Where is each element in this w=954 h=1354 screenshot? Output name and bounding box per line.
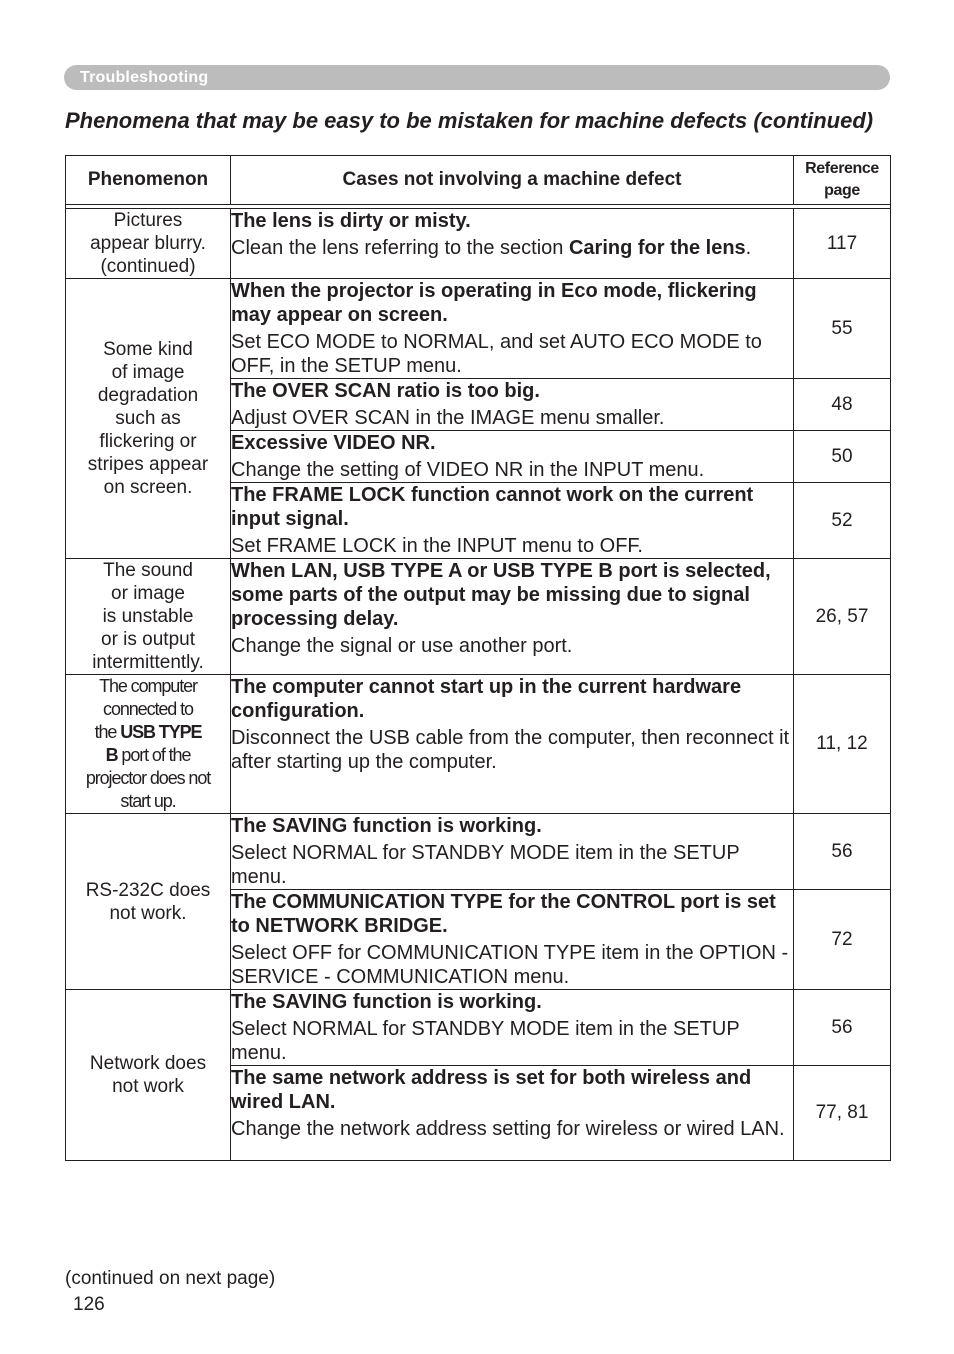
table-row [66,279,891,379]
case-cell [231,431,794,483]
case-remedy: Adjust OVER SCAN in the IMAGE menu smaller. [231,407,665,429]
phenomenon-cell [66,279,231,559]
phenomenon-line: stripes appear [87,454,209,475]
reference-page: 52 [794,483,891,559]
case-remedy: Set FRAME LOCK in the INPUT menu to OFF. [231,535,643,557]
phenomenon-line: appear blurry. [90,233,206,254]
remedy-link-text: Caring for the lens [568,237,746,259]
phenomenon-emphasis: B [105,745,118,765]
table-row [66,209,891,279]
phenomenon-line: RS-232C does [85,879,211,901]
reference-page: 77, 81 [794,1066,891,1161]
header-reference [794,156,891,205]
phenomenon-line: such as [115,408,181,429]
case-remedy [231,236,793,260]
case-cause: The same network address is set for both wireless and wired LAN. [231,1067,752,1113]
case-cause: The SAVING function is working. [231,815,542,837]
table-row [66,559,891,675]
case-cell [231,675,794,814]
reference-page: 117 [794,209,891,279]
case-remedy: Disconnect the USB cable from the computer, then reconnect it after starting up the computer. [231,727,790,773]
case-remedy: Select OFF for COMMUNICATION TYPE item in the OPTION - SERVICE - COMMUNICATION menu. [231,942,789,988]
reference-page: 55 [794,279,891,379]
reference-page: 11, 12 [794,675,891,814]
phenomenon-line: Pictures [113,210,183,231]
table-row [66,675,891,814]
table-row [66,814,891,890]
phenomenon-line: projector does not [85,768,211,788]
header-phenomenon: Phenomenon [66,156,231,205]
phenomenon-line: or image [111,583,185,604]
case-cause: The computer cannot start up in the current hardware configuration. [231,676,742,722]
case-cause: The OVER SCAN ratio is too big. [231,380,540,402]
reference-page: 72 [794,890,891,990]
phenomenon-line: the [94,722,121,742]
case-cell [231,483,794,559]
reference-page: 48 [794,379,891,431]
case-remedy: Select NORMAL for STANDBY MODE item in the SETUP menu. [231,842,740,888]
case-remedy: Select NORMAL for STANDBY MODE item in the SETUP menu. [231,1018,740,1064]
continued-note: (continued on next page) [65,1268,276,1289]
phenomenon-cell [66,675,231,814]
case-cause: When LAN, USB TYPE A or USB TYPE B port is selected, some parts of the output may be missing due to signal processing delay. [231,560,771,630]
phenomenon-line: intermittently. [92,652,204,673]
phenomenon-line: (continued) [100,256,196,277]
phenomenon-emphasis: USB TYPE [120,722,202,742]
case-cause: The COMMUNICATION TYPE for the CONTROL port is set to NETWORK BRIDGE. [231,891,776,937]
phenomenon-line: of image [111,362,185,383]
phenomenon-line: The computer [99,676,197,696]
phenomenon-line: is unstable [102,606,194,627]
case-cell [231,1066,794,1161]
phenomenon-line: on screen. [103,477,193,498]
phenomenon-line: not work. [109,902,187,924]
phenomenon-line: The sound [103,560,193,581]
case-cell [231,279,794,379]
case-cause: Excessive VIDEO NR. [231,432,436,454]
reference-page: 50 [794,431,891,483]
case-cause: The SAVING function is working. [231,991,542,1013]
phenomenon-line: or is output [101,629,195,650]
phenomenon-line: Network does [89,1053,207,1074]
phenomenon-line: connected to [103,699,193,719]
phenomenon-line: flickering or [99,431,197,452]
phenomenon-line: not work [112,1076,184,1097]
phenomenon-line: start up. [120,791,176,811]
header-reference-line2: page [824,182,860,199]
reference-page: 26, 57 [794,559,891,675]
case-cell [231,559,794,675]
case-cell [231,209,794,279]
section-tab [64,65,890,90]
case-cause: The lens is dirty or misty. [231,210,471,232]
phenomenon-cell [66,559,231,675]
case-cause: The FRAME LOCK function cannot work on the current input signal. [231,484,754,530]
case-remedy: Change the network address setting for wireless or wired LAN. [231,1118,785,1140]
reference-page: 56 [794,814,891,890]
case-cell [231,379,794,431]
case-remedy: Change the setting of VIDEO NR in the INPUT menu. [231,459,705,481]
remedy-text: . [745,237,752,259]
header-cases: Cases not involving a machine defect [231,156,794,205]
phenomenon-cell [66,209,231,279]
phenomenon-cell [66,990,231,1161]
section-tab-label: Troubleshooting [80,69,209,86]
case-remedy: Change the signal or use another port. [231,635,573,657]
case-cell [231,990,794,1066]
phenomenon-line: degradation [97,385,199,406]
case-cell [231,890,794,990]
case-cell [231,814,794,890]
reference-page: 56 [794,990,891,1066]
phenomenon-line: Some kind [103,339,193,360]
page-heading: Phenomena that may be easy to be mistaken for machine defects (continued) [65,108,874,133]
page-number: 126 [73,1294,105,1315]
table-header-row [66,156,891,205]
header-reference-line1: Reference [805,160,879,177]
case-remedy: Set ECO MODE to NORMAL, and set AUTO ECO MODE to OFF, in the SETUP menu. [231,331,762,377]
remedy-text: Clean the lens referring to the section [231,237,569,259]
phenomenon-line: port of the [117,745,191,765]
case-cause: When the projector is operating in Eco mode, flickering may appear on screen. [231,280,757,326]
phenomenon-cell [66,814,231,990]
troubleshooting-table [65,155,891,1161]
table-row [66,990,891,1066]
